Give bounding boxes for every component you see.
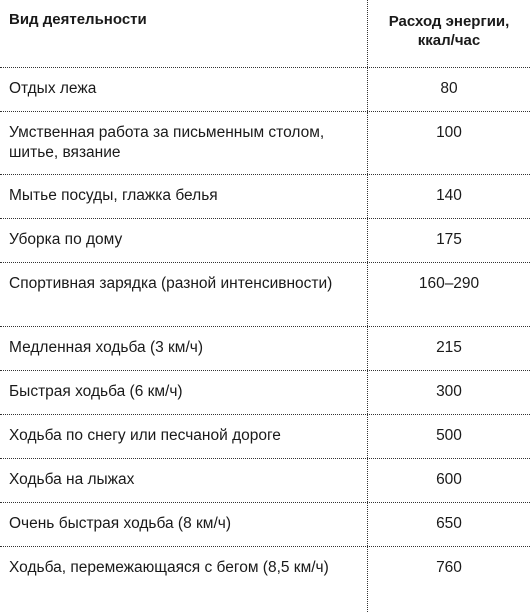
table-row xyxy=(0,371,530,415)
activity-cell: Быстрая ходьба (6 км/ч) xyxy=(0,371,368,414)
table-row xyxy=(0,219,530,263)
table-row xyxy=(0,68,530,112)
header-activity: Вид деятельности xyxy=(0,0,368,67)
activity-cell: Медленная ходьба (3 км/ч) xyxy=(0,327,368,370)
activity-cell: Отдых лежа xyxy=(0,68,368,111)
activity-cell: Ходьба по снегу или песчаной дороге xyxy=(0,415,368,458)
header-energy-line1: Расход энергии, xyxy=(388,13,510,30)
activity-cell: Умственная работа за письменным столом, шитье, вязание xyxy=(0,112,368,174)
table-row xyxy=(0,263,530,327)
table-row xyxy=(0,112,530,175)
energy-cell: 140 xyxy=(436,187,462,204)
table-row xyxy=(0,459,530,503)
energy-cell: 300 xyxy=(436,383,462,400)
table-row xyxy=(0,415,530,459)
table-row xyxy=(0,547,530,612)
header-energy-line2: ккал/час xyxy=(417,32,481,49)
energy-cell: 650 xyxy=(436,515,462,532)
table-row xyxy=(0,503,530,547)
energy-cell: 760 xyxy=(436,559,462,576)
energy-cell: 500 xyxy=(436,427,462,444)
table-row xyxy=(0,175,530,219)
energy-cell: 600 xyxy=(436,471,462,488)
energy-cell: 175 xyxy=(436,231,462,248)
energy-cell: 160–290 xyxy=(418,275,480,292)
activity-cell: Очень быстрая ходьба (8 км/ч) xyxy=(0,503,368,546)
activity-cell: Ходьба, перемежающаяся с бегом (8,5 км/ч) xyxy=(0,547,368,612)
header-energy xyxy=(368,0,530,67)
table-row xyxy=(0,327,530,371)
activity-cell: Мытье посуды, глажка белья xyxy=(0,175,368,218)
table-header-row xyxy=(0,0,530,68)
energy-cell: 100 xyxy=(436,124,462,141)
energy-cell: 80 xyxy=(440,80,458,97)
activity-cell: Уборка по дому xyxy=(0,219,368,262)
activity-cell: Ходьба на лыжах xyxy=(0,459,368,502)
activity-cell: Спортивная зарядка (разной интенсивности) xyxy=(0,263,368,326)
energy-cell: 215 xyxy=(436,339,462,356)
